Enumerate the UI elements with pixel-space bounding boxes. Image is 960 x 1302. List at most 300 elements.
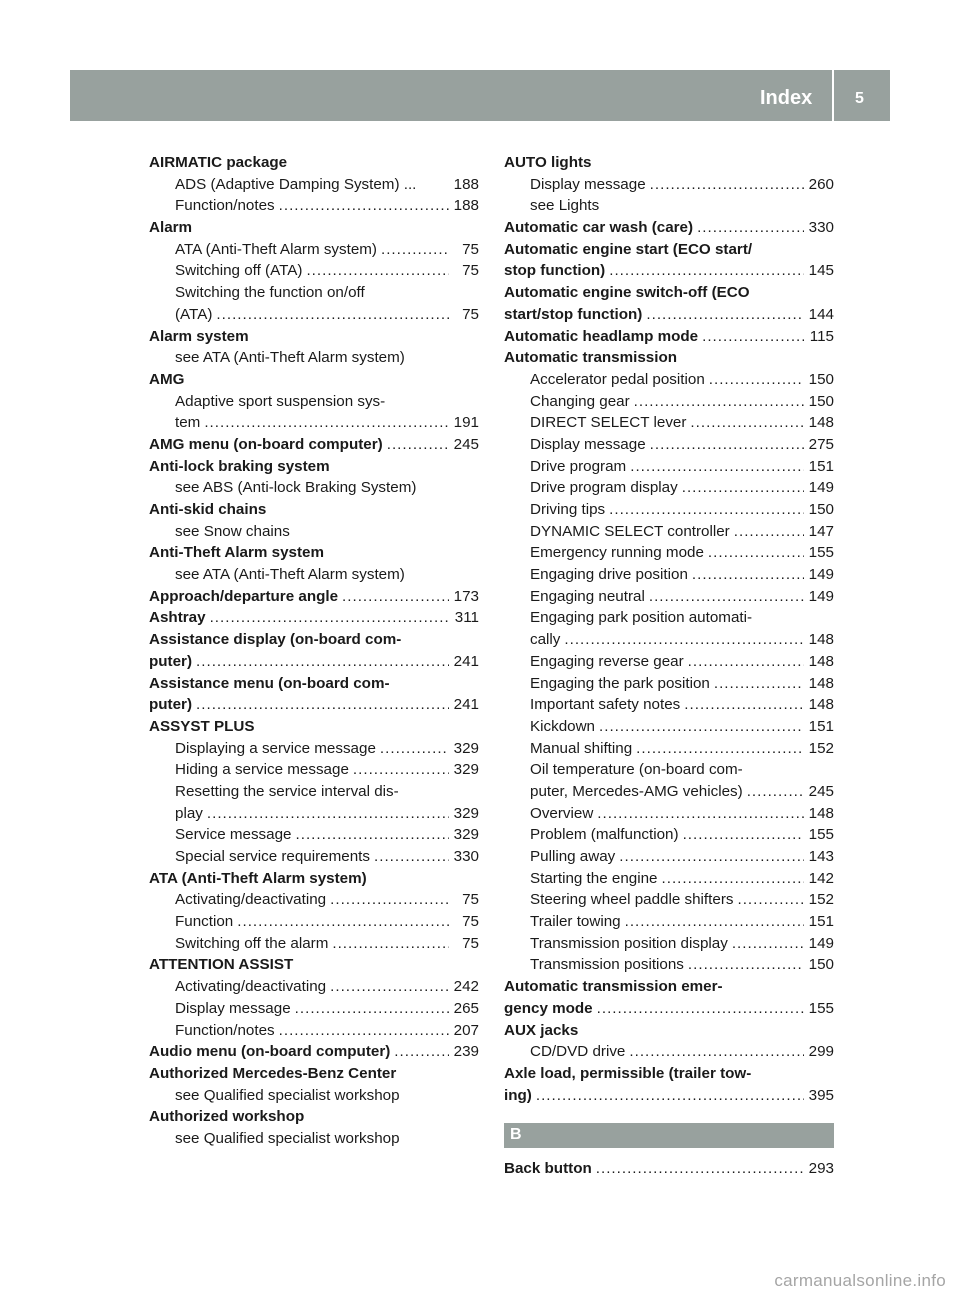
page-reference: 299 [808,1043,834,1061]
page-reference: 75 [462,913,479,931]
leader-dots [629,1041,804,1063]
leader-dots [662,868,805,890]
page-reference: 173 [453,587,479,605]
index-subentry [149,976,479,998]
index-subentry [149,1020,479,1042]
entry-text: Axle load, permissible (trailer tow- [504,1064,752,1082]
page-reference: 275 [808,435,834,453]
entry-text: Alarm system [149,327,249,345]
index-subentry [149,1128,479,1150]
page-reference: 155 [808,999,834,1017]
index-subentry [504,868,834,890]
page-reference: 75 [462,240,479,258]
index-subentry [504,607,834,629]
index-subentry [149,889,479,911]
entry-text: Authorized Mercedes-Benz Center [149,1064,397,1082]
entry-text: Activating/deactivating [175,891,327,909]
index-entry [504,998,834,1020]
page-reference: 188 [453,197,479,215]
leader-dots [682,477,804,499]
page-reference: 242 [453,978,479,996]
page-reference: 147 [808,522,834,540]
index-subentry [504,521,834,543]
page-reference: 75 [462,891,479,909]
index-subentry [504,738,834,760]
entry-text: ATTENTION ASSIST [149,956,294,974]
index-subentry [149,282,479,304]
page-reference: 155 [808,826,834,844]
leader-dots [619,846,804,868]
page-reference: 148 [808,414,834,432]
index-entry [504,217,834,239]
index-subentry [149,998,479,1020]
entry-text: AMG menu (on-board computer) [149,435,383,453]
leader-dots [196,694,449,716]
leader-dots [650,434,804,456]
entry-text: see Lights [530,197,600,215]
entry-text: Assistance menu (on-board com- [149,674,390,692]
entry-text: Audio menu (on-board computer) [149,1043,391,1061]
leader-dots [237,911,449,933]
leader-dots [599,716,804,738]
index-subentry [504,716,834,738]
leader-dots [737,889,804,911]
index-entry [504,1085,834,1107]
entry-text: ing) [504,1086,532,1104]
leader-dots [683,824,804,846]
entry-text: Function/notes [175,197,275,215]
page-reference: 207 [453,1021,479,1039]
index-subentry [149,239,479,261]
leader-dots [609,260,804,282]
index-entry [149,499,479,521]
section-header-b [504,1123,834,1148]
page-reference: 150 [808,956,834,974]
index-subentry [504,889,834,911]
entry-text: Transmission position display [530,934,728,952]
leader-dots [747,781,804,803]
entry-text: Important safety notes [530,696,681,714]
leader-dots [387,434,449,456]
page-reference: 239 [453,1043,479,1061]
entry-text: Display message [175,999,291,1017]
page-reference: 151 [808,457,834,475]
index-subentry [504,369,834,391]
index-entry [504,1158,834,1180]
page-reference: 148 [808,674,834,692]
leader-dots [692,564,804,586]
index-entry [149,716,479,738]
page-reference: 188 [453,175,479,193]
index-right-column [504,152,834,1106]
entry-text: Ashtray [149,609,206,627]
entry-text: Alarm [149,219,193,237]
leader-dots [634,391,804,413]
leader-dots [702,326,804,348]
entry-text: Assistance display (on-board com- [149,631,402,649]
header-divider [832,70,834,121]
entry-text: stop function) [504,262,606,280]
entry-text: AUX jacks [504,1021,579,1039]
entry-text: Emergency running mode [530,544,704,562]
page-reference: 144 [808,305,834,323]
page-reference: 149 [808,566,834,584]
entry-text: puter) [149,696,193,714]
index-subentry [504,586,834,608]
index-entry [149,954,479,976]
index-entry [149,326,479,348]
index-entry [149,1063,479,1085]
leader-dots [381,239,449,261]
index-entry [504,152,834,174]
index-subentry [149,174,479,196]
leader-dots [646,304,804,326]
index-subentry [149,564,479,586]
entry-text: (ATA) [175,305,213,323]
entry-text: Function/notes [175,1021,275,1039]
index-entry [149,629,479,651]
page-reference: 143 [808,848,834,865]
page-reference: 151 [808,913,834,931]
page-reference: 395 [808,1086,834,1104]
entry-text: Switching off the alarm [175,934,329,952]
leader-dots [650,174,804,196]
entry-text: Automatic engine switch-off (ECO [504,284,750,302]
entry-text: Drive program [530,457,627,475]
index-subentry [149,304,479,326]
index-subentry [149,260,479,282]
page-reference: 330 [453,848,479,865]
entry-text: ATA (Anti-Theft Alarm system) [149,869,367,887]
index-subentry [149,477,479,499]
leader-dots [374,846,449,868]
page-reference: 293 [808,1160,834,1177]
leader-dots [636,738,804,760]
index-entry [504,326,834,348]
index-subentry [149,911,479,933]
leader-dots [306,260,449,282]
entry-text: ATA (Anti-Theft Alarm system) [175,240,377,258]
page-reference: 148 [808,696,834,714]
index-subentry [504,477,834,499]
index-entry [149,1106,479,1128]
entry-text: Engaging park position automati- [530,609,753,627]
index-entry [149,651,479,673]
entry-text: Special service requirements [175,848,370,865]
page-number: 5 [855,90,864,107]
leader-dots [697,217,804,239]
index-entry [149,673,479,695]
entry-text: Oil temperature (on-board com- [530,761,743,779]
page-reference: 75 [462,262,479,280]
entry-text: Kickdown [530,717,595,735]
entry-text: Activating/deactivating [175,978,327,996]
entry-text: play [175,804,203,822]
entry-text: Automatic engine start (ECO start/ [504,240,753,258]
entry-text: Automatic transmission emer- [504,978,723,996]
page-reference: 311 [454,609,479,627]
index-entry [149,434,479,456]
leader-dots [342,586,449,608]
index-subentry [149,1085,479,1107]
entry-text: Pulling away [530,848,616,865]
entry-text: Transmission positions [530,956,684,974]
index-subentry [504,499,834,521]
leader-dots [279,195,449,217]
index-subentry [504,954,834,976]
leader-dots [609,499,804,521]
entry-text: AMG [149,370,185,388]
page-reference: 148 [808,631,834,649]
index-subentry [149,846,479,868]
entry-text: Trailer towing [530,913,621,931]
page-reference: 150 [808,370,834,388]
entry-text: Display message [530,175,646,193]
entry-text: Anti-Theft Alarm system [149,544,324,562]
entry-text: Service message [175,826,292,844]
index-entry [504,282,834,304]
leader-dots [649,586,804,608]
page-reference: 241 [453,652,479,670]
section-label: Index [760,87,813,109]
section-letter: B [510,1126,522,1143]
index-subentry [504,456,834,478]
entry-text: see Snow chains [175,522,290,540]
page-reference: 330 [808,219,834,237]
entry-text: ADS (Adaptive Damping System) ... [175,175,417,193]
index-entry [149,152,479,174]
index-entry [504,1020,834,1042]
entry-text: Anti-lock braking system [149,457,330,475]
entry-text: puter) [149,652,193,670]
entry-text: Authorized workshop [149,1108,305,1126]
entry-text: Engaging drive position [530,566,688,584]
entry-text: Hiding a service message [175,761,349,779]
entry-text: Back button [504,1160,592,1177]
entry-text: Resetting the service interval dis- [175,782,399,800]
index-entry [504,1063,834,1085]
page-reference: 329 [453,826,479,844]
leader-dots [332,933,449,955]
index-subentry [149,521,479,543]
entry-text: DIRECT SELECT lever [530,414,687,432]
leader-dots [380,738,449,760]
leader-dots [210,607,449,629]
index-subentry [504,412,834,434]
entry-text: AIRMATIC package [149,154,288,171]
entry-text: see ATA (Anti-Theft Alarm system) [175,349,405,367]
page-reference: 245 [453,435,479,453]
leader-dots [684,694,804,716]
page-reference: 265 [453,999,479,1017]
page-reference: 245 [808,782,834,800]
entry-text: gency mode [504,999,593,1017]
leader-dots [564,629,804,651]
page-reference: 145 [808,262,834,280]
leader-dots [279,1020,449,1042]
entry-text: Approach/departure angle [149,587,339,605]
entry-text: Engaging neutral [530,587,645,605]
index-subentry [504,391,834,413]
page-reference: 329 [453,761,479,779]
watermark [0,1271,960,1291]
leader-dots [714,673,804,695]
entry-text: Steering wheel paddle shifters [530,891,734,909]
entry-text: Display message [530,435,646,453]
index-subentry [504,673,834,695]
index-subentry [149,824,479,846]
entry-text: see Qualified specialist workshop [175,1129,400,1147]
page-reference: 329 [453,804,479,822]
index-entry [149,586,479,608]
entry-text: Starting the engine [530,869,658,887]
entry-text: CD/DVD drive [530,1043,626,1061]
entry-text: see Qualified specialist workshop [175,1086,400,1104]
index-subentry [149,391,479,413]
entry-text: tem [175,414,201,432]
index-entry [149,369,479,391]
page-reference: 75 [462,305,479,323]
index-subentry [504,846,834,868]
page-reference: 148 [808,652,834,670]
entry-text: Adaptive sport suspension sys- [175,392,386,410]
index-subentry [504,1041,834,1063]
leader-dots [216,304,449,326]
entry-text: Automatic car wash (care) [504,219,694,237]
leader-dots [688,954,804,976]
entry-text: Engaging the park position [530,674,710,692]
entry-text: start/stop function) [504,305,643,323]
entry-text: Function [175,913,234,931]
leader-dots [330,889,449,911]
index-subentry [504,434,834,456]
index-left-column [149,152,479,1150]
index-subentry [504,781,834,803]
page-reference: 115 [809,327,834,345]
index-subentry [504,651,834,673]
leader-dots [204,412,449,434]
leader-dots [630,456,804,478]
index-entry [149,217,479,239]
index-entry [149,607,479,629]
leader-dots [536,1085,804,1107]
page-reference: 152 [808,739,834,757]
index-section-b [504,1158,834,1180]
index-subentry [504,933,834,955]
page-reference: 142 [808,869,834,887]
page-reference: 151 [808,717,834,735]
index-subentry [504,803,834,825]
entry-text: Automatic transmission [504,349,678,367]
index-subentry [504,911,834,933]
entry-text: Anti-skid chains [149,501,267,518]
index-entry [149,694,479,716]
leader-dots [330,976,449,998]
entry-text: Engaging reverse gear [530,652,684,670]
leader-dots [625,911,804,933]
index-subentry [149,759,479,781]
index-subentry [504,542,834,564]
entry-text: Driving tips [530,501,606,518]
index-subentry [504,694,834,716]
entry-text: Switching the function on/off [175,284,365,302]
entry-text: see ABS (Anti-lock Braking System) [175,479,417,497]
entry-text: see ATA (Anti-Theft Alarm system) [175,566,405,584]
index-subentry [504,824,834,846]
leader-dots [207,803,449,825]
index-entry [149,868,479,890]
entry-text: Drive program display [530,479,678,497]
index-subentry [149,933,479,955]
leader-dots [709,369,804,391]
page-reference: 148 [808,804,834,822]
entry-text: Overview [530,804,594,822]
index-subentry [504,759,834,781]
entry-text: puter, Mercedes-AMG vehicles) [530,782,743,800]
page-reference: 155 [808,544,834,562]
index-subentry [149,195,479,217]
index-entry [504,260,834,282]
watermark-text: carmanualsonline.info [774,1271,946,1290]
page-reference: 150 [808,392,834,410]
page-reference: 75 [462,934,479,952]
index-subentry [149,738,479,760]
page-reference: 191 [453,414,479,432]
entry-text: Automatic headlamp mode [504,327,699,345]
leader-dots [688,651,804,673]
entry-text: DYNAMIC SELECT controller [530,522,730,540]
page-reference: 260 [808,175,834,193]
entry-text: cally [530,631,561,649]
leader-dots [295,998,449,1020]
page-reference: 149 [808,479,834,497]
entry-text: Problem (malfunction) [530,826,679,844]
leader-dots [394,1041,449,1063]
index-subentry [149,803,479,825]
index-entry [149,1041,479,1063]
index-subentry [504,564,834,586]
entry-text: Changing gear [530,392,630,410]
entry-text: Displaying a service message [175,739,376,757]
entry-text: ASSYST PLUS [149,717,255,735]
index-subentry [149,347,479,369]
index-subentry [504,174,834,196]
leader-dots [296,824,450,846]
leader-dots [732,933,804,955]
page-reference: 152 [808,891,834,909]
leader-dots [596,1158,804,1180]
page-reference: 150 [808,501,834,518]
page-reference: 241 [453,696,479,714]
index-entry [504,976,834,998]
leader-dots [196,651,449,673]
leader-dots [597,803,804,825]
index-entry [149,456,479,478]
leader-dots [353,759,449,781]
entry-text: Accelerator pedal position [530,370,705,388]
index-subentry [149,412,479,434]
entry-text: Switching off (ATA) [175,262,303,280]
page-reference: 149 [808,934,834,952]
page-reference: 329 [453,739,479,757]
leader-dots [734,521,804,543]
index-subentry [504,629,834,651]
leader-dots [690,412,804,434]
index-entry [504,304,834,326]
page-reference: 149 [808,587,834,605]
leader-dots [597,998,804,1020]
index-entry [504,347,834,369]
